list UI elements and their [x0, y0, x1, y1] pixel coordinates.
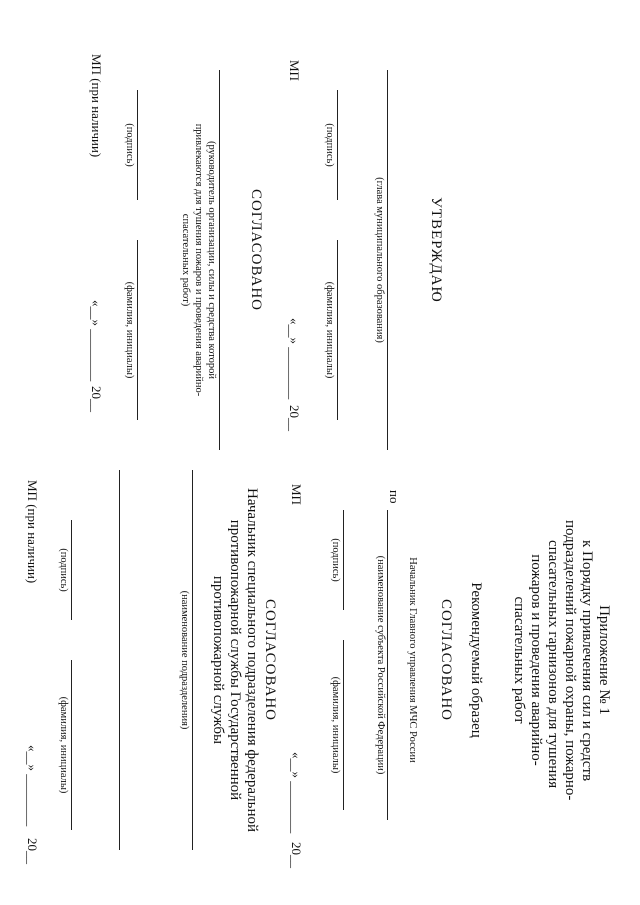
special-position-line: Начальник специального подразделения федеральной: [244, 487, 260, 833]
special-name-caption: (фамилия, инициалы): [58, 696, 69, 794]
special-unit-line: [192, 470, 193, 850]
org-signature-line: [137, 90, 138, 200]
mchs-prefix-po: по: [387, 490, 402, 504]
mchs-signature-line: [343, 510, 344, 610]
org-name-line: [137, 240, 138, 420]
special-unit-line-2: [119, 470, 120, 850]
appendix-line: подразделений пожарной охраны, пожарно-: [562, 520, 578, 801]
approve-name-caption: (фамилия, инициалы): [324, 281, 335, 379]
appendix-line: пожаров и проведения аварийно-: [528, 554, 544, 766]
org-signature-caption: (подпись): [124, 123, 135, 167]
agreed-org-title: СОГЛАСОВАНО: [248, 188, 264, 312]
org-date-year: 20__: [89, 386, 104, 412]
appendix-title: Приложение № 1: [596, 605, 612, 715]
org-line: [219, 70, 220, 450]
approve-signature-line: [337, 90, 338, 200]
agreed-special-title: СОГЛАСОВАНО: [262, 598, 278, 722]
org-caption-line: (руководитель организации, силы и средства которой: [206, 140, 217, 380]
org-caption-line: спасательных работ): [180, 213, 191, 307]
approve-official-caption: (глава муниципального образования): [374, 177, 385, 343]
org-name-caption: (фамилия, инициалы): [124, 281, 135, 379]
org-date-quote: «__» ________: [89, 300, 104, 382]
mchs-signature-caption: (подпись): [330, 538, 341, 582]
mchs-subject-line: [387, 510, 388, 820]
org-seal: МП (при наличии): [89, 54, 104, 158]
mchs-subject-caption: (наименование субъекта Российской Федерации): [375, 555, 386, 775]
approve-seal: МП: [287, 60, 302, 81]
approve-title: УТВЕРЖДАЮ: [428, 197, 444, 303]
special-position-line: противопожарной службы: [210, 575, 226, 745]
approve-date-quote: «__» ________: [287, 318, 302, 400]
approve-name-line: [337, 240, 338, 420]
agreed-mchs-title: СОГЛАСОВАНО: [438, 598, 454, 722]
approve-official-line: [387, 70, 388, 450]
special-position-line: противопожарной службы Государственной: [227, 519, 243, 801]
mchs-name-line: [343, 640, 344, 810]
approve-date-year: 20__: [287, 405, 302, 431]
appendix-line: к Порядку привлечения сил и средств: [579, 540, 595, 782]
appendix-line: спасательных гарнизонов для тушения: [545, 540, 561, 789]
appendix-line: спасательных работ: [511, 596, 527, 724]
special-unit-caption: (наименование подразделения): [179, 590, 190, 730]
mchs-date-year: 20__: [289, 842, 304, 868]
special-seal: МП (при наличии): [25, 480, 40, 584]
mchs-position: Начальник Главного управления МЧС России: [407, 557, 418, 763]
special-signature-line: [71, 520, 72, 620]
org-caption-line: привлекаются для тушения пожаров и проведения аварийно-: [193, 123, 204, 397]
special-date-year: 20__: [25, 838, 40, 864]
special-signature-caption: (подпись): [58, 548, 69, 592]
mchs-date-quote: «__» ________: [289, 752, 304, 834]
approve-signature-caption: (подпись): [324, 123, 335, 167]
mchs-seal: МП: [289, 484, 304, 505]
special-name-line: [71, 660, 72, 830]
special-date-quote: «__» ________: [25, 745, 40, 827]
mchs-name-caption: (фамилия, инициалы): [330, 676, 341, 774]
recommended-sample-label: Рекомендуемый образец: [468, 582, 484, 738]
